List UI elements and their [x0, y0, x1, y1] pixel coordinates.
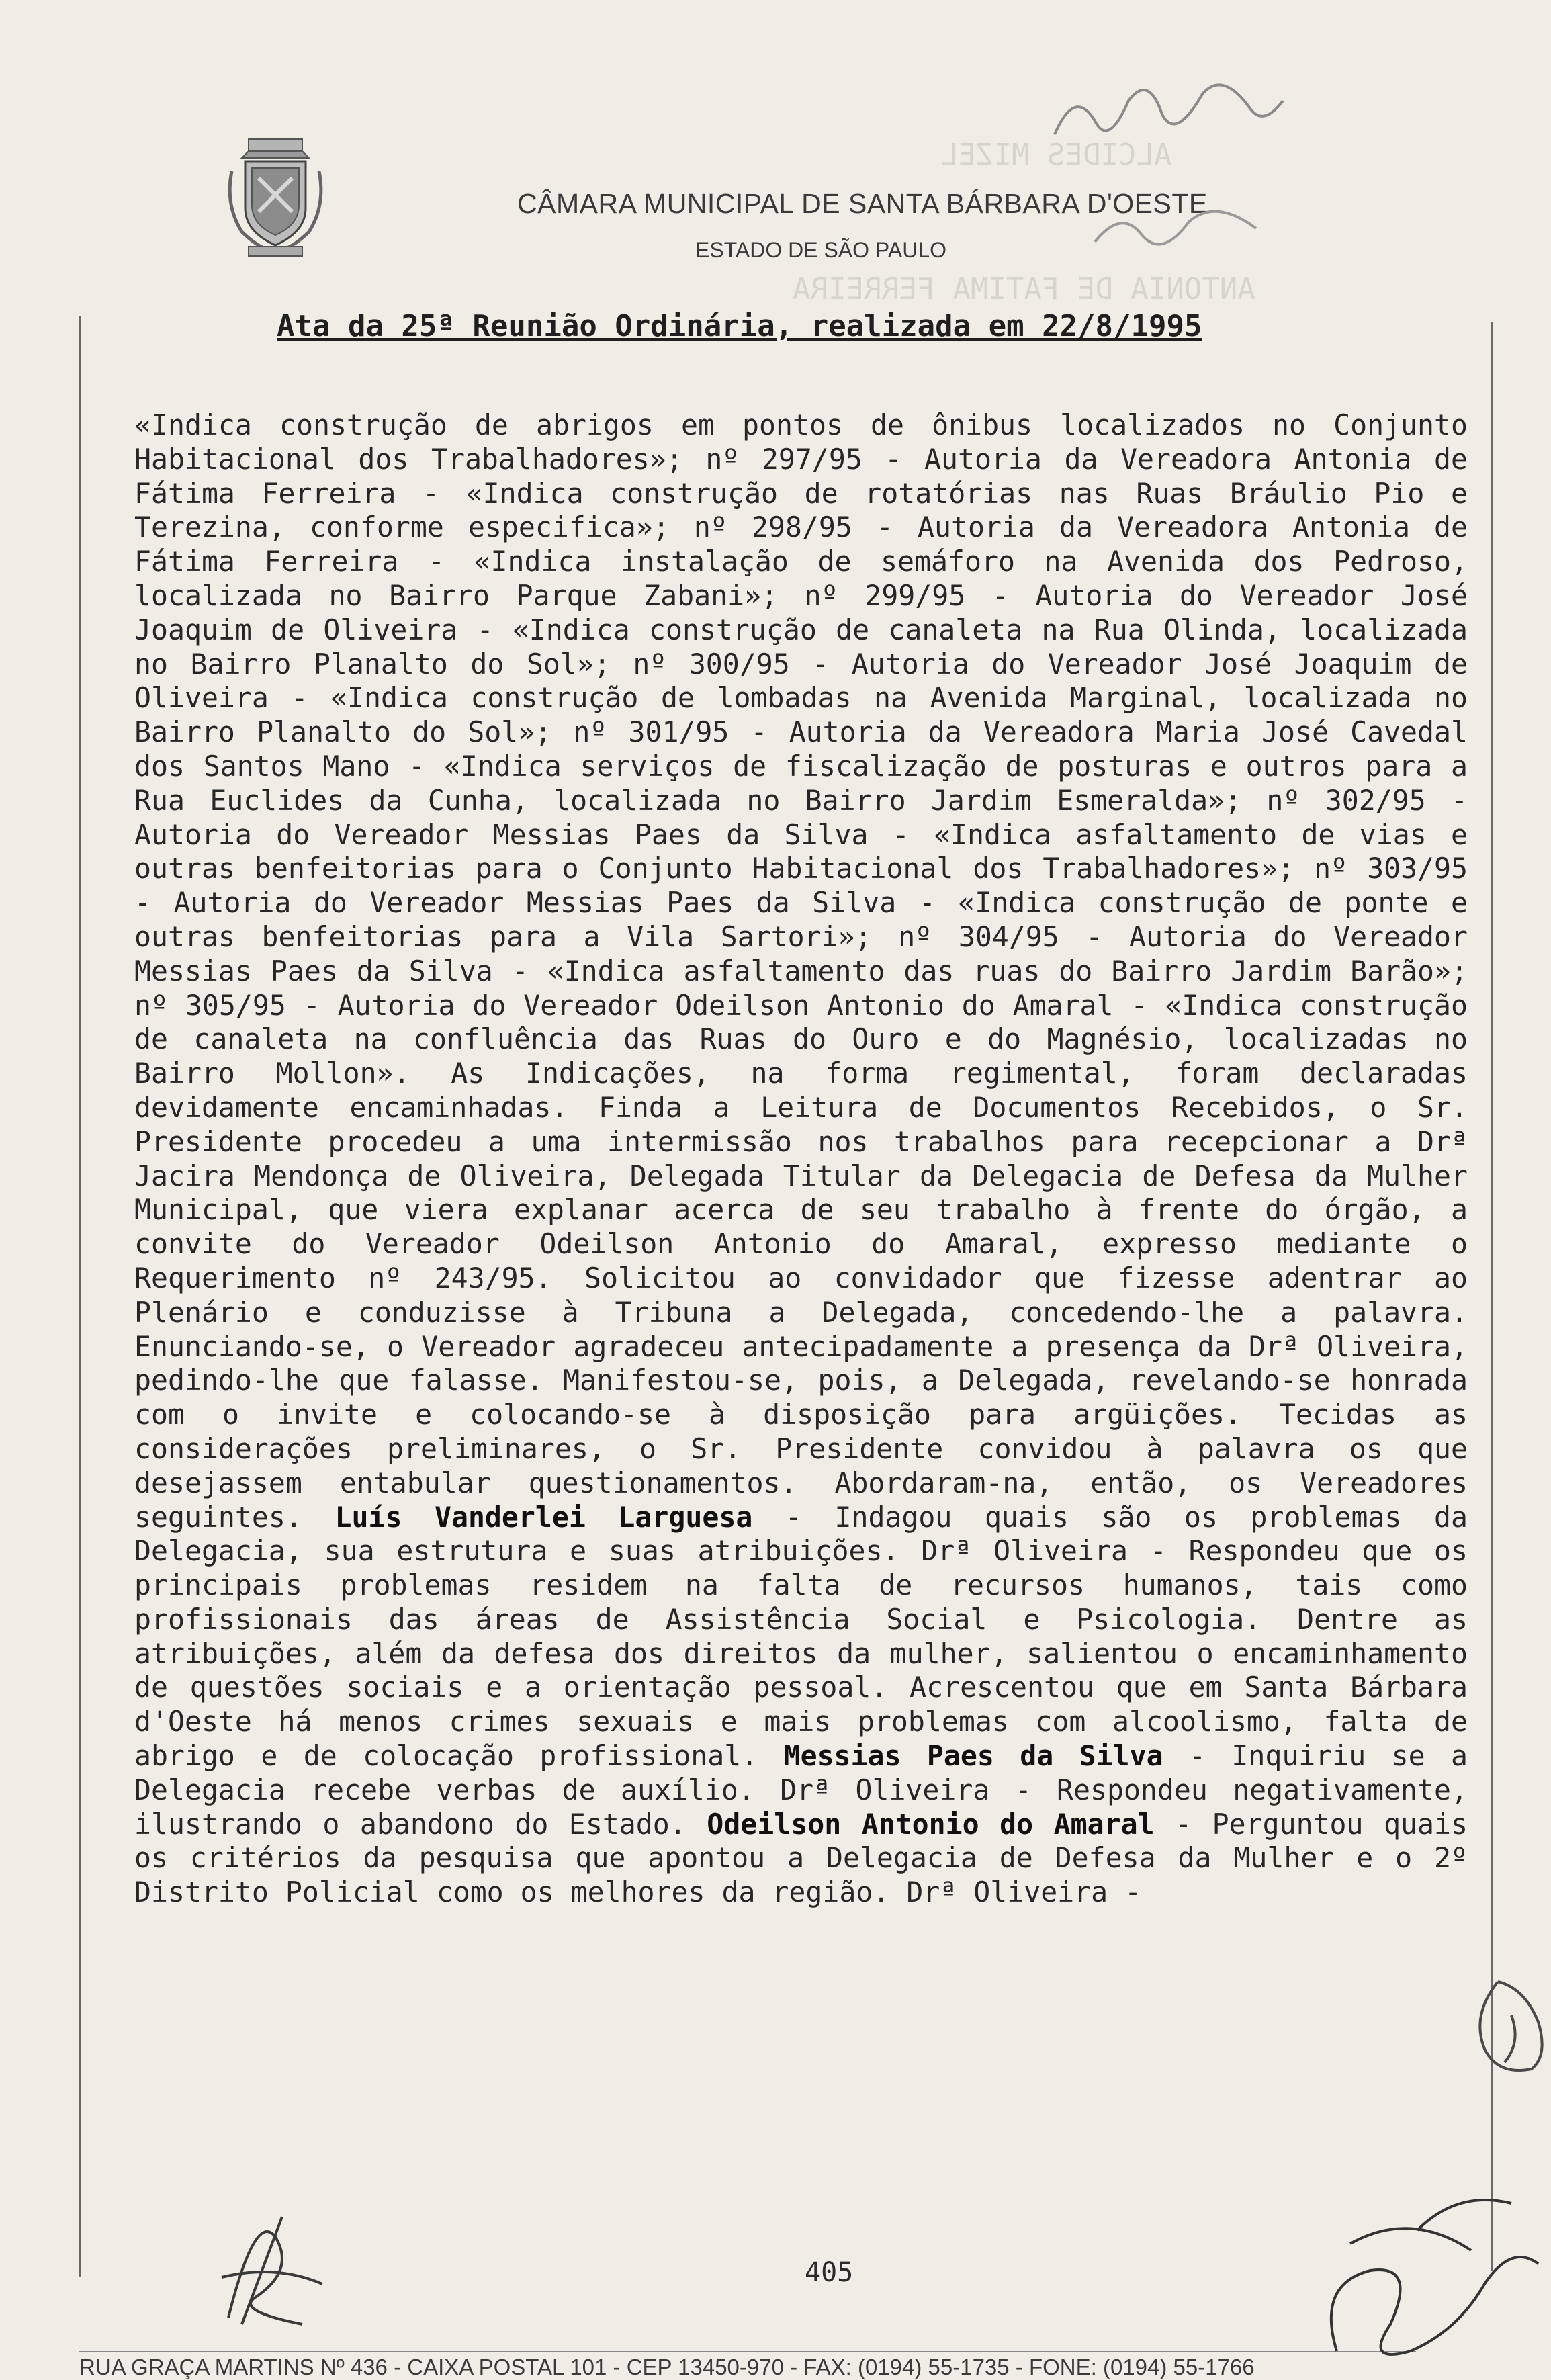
speaker-name: Luís Vanderlei Larguesa: [335, 1500, 753, 1534]
signature-top-right: [1048, 74, 1290, 155]
body-paragraph: «Indica construção de abrigos em pontos de ônibus localizados no Conjunto Habitacional dos Trabalhadores»; nº 297/95 - Autoria da Vereadora Antonia de Fátima Ferreira - «Indica construção de rotatórias nas Ruas Bráulio Pio e Terezina, conforme especifica»; nº 298/95 - Autoria da Vereadora Antonia de Fátima Ferreira - «Indica instalação de semáforo na Avenida dos Pedroso, localizada no Bairro Parque Zabani»; nº 299/95 - Autoria do Vereador José Joaquim de Oliveira - «Indica construção de canaleta na Rua Olinda, localizada no Bairro Planalto do Sol»; nº 300/95 - Autoria do Vereador José Joaquim de Oliveira - «Indica construção de lombadas na Avenida Marginal, localizada no Bairro Planalto do Sol»; nº 301/95 - Autoria da Vereadora Maria José Cavedal dos Santos Mano - «Indica serviços de fiscalização de posturas e outros para a Rua Euclides da Cunha, localizada no Bairro Jardim Esmeralda»; nº 302/95 - Autoria do Vereador Messias Paes da Silva - «Indica asfaltamento de vias e outras benfeitorias para o Conjunto Habitacional dos Trabalhadores»; nº 303/95 - Autoria do Vereador Messias Paes da Silva - «Indica construção de ponte e outras benfeitorias para a Vila Sartori»; nº 304/95 - Autoria do Vereador Messias Paes da Silva - «Indica asfaltamento das ruas do Bairro Jardim Barão»; nº 305/95 - Autoria do Vereador Odeilson Antonio do Amaral - «Indica construção de canaleta na confluência das Ruas do Ouro e do Magnésio, localizadas no Bairro Mollon». As Indicações, na forma regimental, foram declaradas devidamente encaminhadas. Finda a Leitura de Documentos Recebidos, o Sr. Presidente procedeu a uma intermissão nos trabalhos para recepcionar a Drª Jacira Mendonça de Oliveira, Delegada Titular da Delegacia de Defesa da Mulher Municipal, que viera explanar acerca de seu trabalho à frente do órgão, a convite do Vereador Odeilson Antonio do Amaral, expresso mediante o Requerimento nº 243/95. Solicitou ao convidador que fizesse adentrar ao Plenário e conduzisse à Tribuna a Delegada, concedendo-lhe a palavra. Enunciando-se, o Vereador agradeceu antecipadamente a presença da Drª Oliveira, pedindo-lhe que falasse. Manifestou-se, pois, a Delegada, revelando-se honrada com o invite e colocando-se à disposição para argüições. Tecidas as considerações preliminares, o Sr. Presidente convidou à palavra os que desejassem entabular questionamentos. Abordaram-na, então, os Vereadores seguintes.: [134, 408, 1468, 1534]
state-name: ESTADO DE SÃO PAULO: [695, 238, 947, 262]
bleed-through: ANTONIA DE FATIMA FERREIRA: [793, 272, 1255, 306]
speaker-name: Odeilson Antonio do Amaral: [707, 1807, 1155, 1841]
minutes-body: [134, 408, 1468, 1910]
institution-name: CÂMARA MUNICIPAL DE SANTA BÁRBARA D'OESTE: [517, 188, 1208, 219]
speaker-name: Messias Paes da Silva: [783, 1739, 1163, 1773]
signature-bottom-left: [215, 2197, 329, 2331]
left-margin-rule: [79, 316, 81, 2277]
footer-divider: [79, 2351, 1416, 2352]
document-title: Ata da 25ª Reunião Ordinária, realizada em 22/8/1995: [277, 309, 1202, 343]
signature-bottom-right: [1310, 2150, 1551, 2369]
page-number: 405: [805, 2257, 854, 2288]
footer-address: RUA GRAÇA MARTINS Nº 436 - CAIXA POSTAL 101 - CEP 13450-970 - FAX: (0194) 55-1735 - FONE: (0194) 55-1766: [79, 2354, 1255, 2379]
body-paragraph: - Perguntou quais os critérios da pesquisa que apontou a Delegacia de Defesa da Mulher e o 2º Distrito Policial como os melhores da região. Drª Oliveira -: [134, 1807, 1468, 1909]
body-paragraph: - Indagou quais são os problemas da Delegacia, sua estrutura e suas atribuições. Drª Oliveira - Respondeu que os principais problemas residem na falta de recursos humanos, tais como profissionais das áreas de Assistência Social e Psicologia. Dentre as atribuições, além da defesa dos direitos da mulher, salientou o encaminhamento de questões sociais e a orientação pessoal. Acrescentou que em Santa Bárbara d'Oeste há menos crimes sexuais e mais problemas com alcoolismo, falta de abrigo e de colocação profissional.: [134, 1500, 1468, 1773]
signature-top-right-2: [1088, 202, 1263, 262]
signature-right-margin: [1458, 1975, 1551, 2103]
municipal-coat-of-arms-icon: [222, 131, 329, 259]
bleed-through: ALCIDES MIZEL: [940, 138, 1172, 172]
body-paragraph: - Inquiriu se a Delegacia recebe verbas de auxílio. Drª Oliveira - Respondeu negativamente, ilustrando o abandono do Estado.: [134, 1739, 1468, 1841]
